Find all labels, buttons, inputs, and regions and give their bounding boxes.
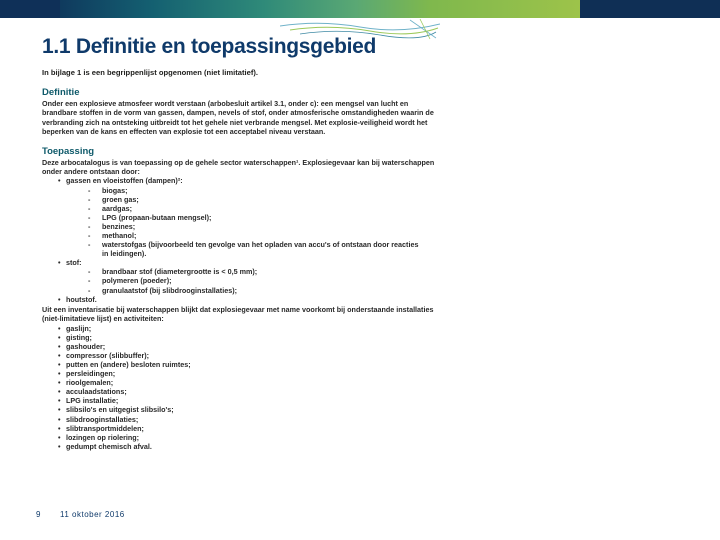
- header-bar-navy-segment: [0, 0, 60, 18]
- list-item: • slibsilo's en uitgegist slibsilo's;: [42, 405, 442, 414]
- list-item: - LPG (propaan-butaan mengsel);: [66, 213, 442, 222]
- list-item: • LPG installatie;: [42, 396, 442, 405]
- installation-list: [42, 324, 442, 451]
- list-item: - brandbaar stof (diametergrootte is < 0,5 mm);: [66, 267, 442, 276]
- section-heading-definitie: Definitie: [42, 87, 80, 98]
- list-item: • gedumpt chemisch afval.: [42, 442, 442, 451]
- intro-text: In bijlage 1 is een begrippenlijst opgenomen (niet limitatief).: [42, 68, 259, 77]
- header-bar-gradient-segment: [60, 0, 430, 18]
- list-item: - granulaatstof (bij slibdrooginstallaties);: [66, 286, 442, 295]
- list-item: • rioolgemalen;: [42, 378, 442, 387]
- section-heading-toepassing: Toepassing: [42, 145, 95, 157]
- source-list: [42, 176, 442, 303]
- list-item: • lozingen op riolering;: [42, 433, 442, 442]
- inventarisatie-paragraph: Uit een inventarisatie bij waterschappen blijkt dat explosiegevaar met name voorkomt bij onderstaande installaties (niet-limitatieve lijst) en activiteiten:: [42, 304, 434, 324]
- list-item: - methanol;: [66, 231, 442, 240]
- list-item: - aardgas;: [66, 204, 442, 213]
- list-item: • putten en (andere) besloten ruimtes;: [42, 360, 442, 369]
- definitie-paragraph: Onder een explosieve atmosfeer wordt verstaan (arbobesluit artikel 3.1, onder c): een mengsel van lucht en brandbare stoffen in de vorm van gassen, dampen, nevels of stof, onder atmosferische omstandigheden waarin de verbranding zich na ontsteking uitbreidt tot het gehele niet verbrande mengsel. Met explosie-veiligheid wordt het beperken van de kans en effecten van explosie tot een acceptabel niveau verstaan.: [42, 99, 434, 137]
- list-item: [42, 258, 442, 294]
- list-item: • slibtransportmiddelen;: [42, 424, 442, 433]
- list-item: • acculaadstations;: [42, 387, 442, 396]
- list-item-label: gassen en vloeistoffen (dampen)²:: [66, 176, 183, 186]
- list-item: • compressor (slibbuffer);: [42, 351, 442, 360]
- page-title: 1.1 Definitie en toepassingsgebied: [42, 35, 377, 58]
- list-item: • slibdrooginstallaties;: [42, 415, 442, 424]
- list-item-continuation: in leidingen).: [102, 249, 147, 259]
- toepassing-paragraph: Deze arbocatalogus is van toepassing op de gehele sector waterschappen¹. Explosiegevaar kan bij waterschappen onder andere ontstaan door:: [42, 157, 435, 177]
- footer-date: 11 oktober 2016: [60, 510, 125, 519]
- header-color-bar: [0, 0, 720, 18]
- page-number: 9: [36, 510, 41, 519]
- list-item: • houtstof.: [42, 295, 442, 304]
- document-page: [42, 34, 442, 451]
- list-item: [42, 176, 442, 258]
- gas-sublist: [66, 186, 442, 259]
- list-item: • gashouder;: [42, 342, 442, 351]
- list-item: - polymeren (poeder);: [66, 276, 442, 285]
- list-item: • gisting;: [42, 333, 442, 342]
- list-item: - benzines;: [66, 222, 442, 231]
- list-item-label: stof:: [66, 258, 82, 268]
- header-bar-navy-right-segment: [580, 0, 720, 18]
- list-item: - waterstofgas (bijvoorbeeld ten gevolge van het opladen van accu's of ontstaan door reacties: [66, 240, 442, 249]
- list-item: - biogas;: [66, 186, 442, 195]
- list-item: • gaslijn;: [42, 324, 442, 333]
- header-bar-green-segment: [430, 0, 580, 18]
- list-item: - groen gas;: [66, 195, 442, 204]
- list-item: • persleidingen;: [42, 369, 442, 378]
- stof-sublist: [66, 267, 442, 294]
